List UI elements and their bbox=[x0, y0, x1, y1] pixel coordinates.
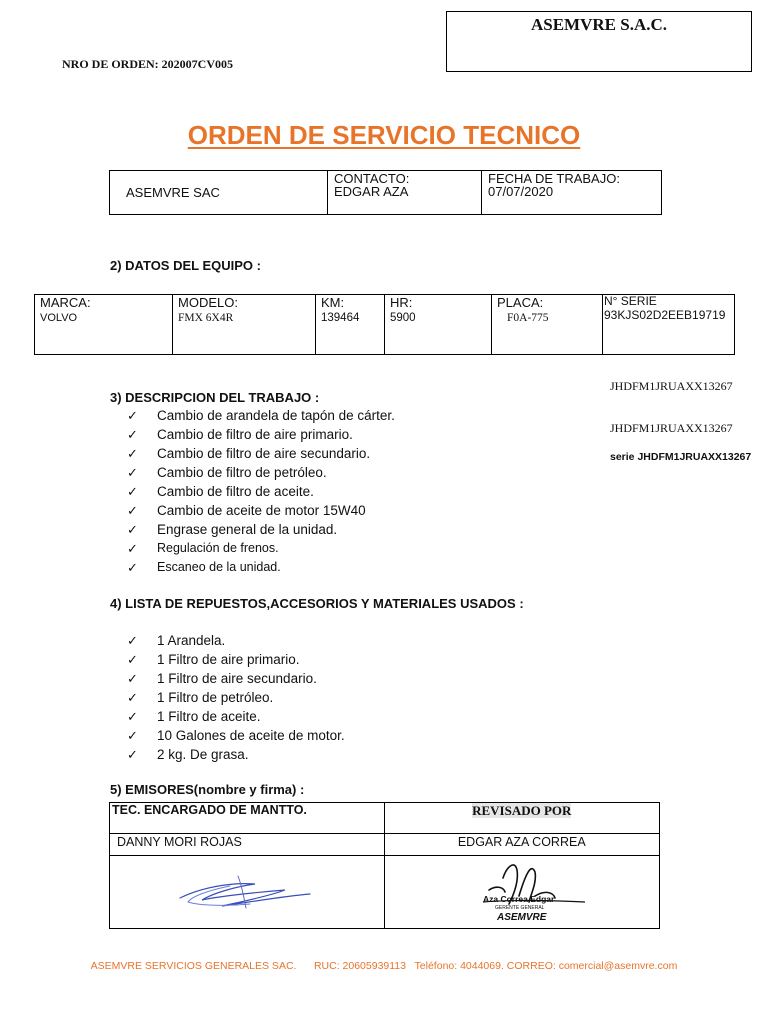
check-icon: ✓ bbox=[127, 728, 138, 743]
hours-value: 5900 bbox=[390, 312, 416, 324]
reviewer-signature-cell bbox=[385, 856, 660, 928]
equipment-heading: 2) DATOS DEL EQUIPO : bbox=[110, 258, 261, 273]
list-item-text: Cambio de filtro de aire secundario. bbox=[157, 446, 371, 461]
work-list bbox=[127, 406, 395, 577]
list-item bbox=[127, 745, 345, 764]
list-item-text: Escaneo de la unidad. bbox=[157, 560, 281, 574]
list-item-text: 10 Galones de aceite de motor. bbox=[157, 728, 345, 743]
list-item-text: Cambio de filtro de aceite. bbox=[157, 484, 314, 499]
list-item-text: 2 kg. De grasa. bbox=[157, 747, 249, 762]
list-item-text: Cambio de aceite de motor 15W40 bbox=[157, 503, 366, 518]
side-note-2: JHDFM1JRUAXX13267 bbox=[610, 421, 733, 435]
serial-cell bbox=[603, 295, 734, 354]
technician-signature-cell bbox=[110, 856, 385, 928]
plate-label: PLACA: bbox=[497, 295, 544, 310]
check-icon: ✓ bbox=[127, 690, 138, 705]
list-item-text: 1 Filtro de aire secundario. bbox=[157, 671, 317, 686]
check-icon: ✓ bbox=[127, 633, 138, 648]
check-icon: ✓ bbox=[127, 560, 138, 575]
list-item bbox=[127, 631, 345, 650]
list-item bbox=[127, 558, 395, 577]
work-date-cell bbox=[482, 171, 661, 214]
reviewer-header-cell bbox=[385, 803, 660, 833]
list-item bbox=[127, 482, 395, 501]
list-item-text: 1 Filtro de aire primario. bbox=[157, 652, 300, 667]
model-cell bbox=[173, 295, 316, 354]
equipment-table bbox=[34, 294, 735, 355]
emitters-header-row bbox=[110, 803, 659, 834]
list-item-text: Cambio de arandela de tapón de cárter. bbox=[157, 408, 395, 423]
stamp-role: GERENTE GENERAL bbox=[494, 905, 544, 911]
list-item-text: Engrase general de la unidad. bbox=[157, 522, 338, 537]
stamp-company: ASEMVRE bbox=[496, 912, 546, 923]
side-note-1: JHDFM1JRUAXX13267 bbox=[610, 379, 733, 393]
footer-contact: ASEMVRE SERVICIOS GENERALES SAC. RUC: 20605939113 Teléfono: 4044069. CORREO: comercial@asemvre.com bbox=[90, 960, 678, 972]
brand-label: MARCA: bbox=[40, 295, 91, 310]
company-header-box bbox=[446, 11, 752, 72]
side-note-3: serie JHDFM1JRUAXX13267 bbox=[610, 451, 752, 463]
list-item bbox=[127, 406, 395, 425]
plate-cell bbox=[492, 295, 603, 354]
work-date-label: FECHA DE TRABAJO: bbox=[488, 171, 620, 186]
hours-cell bbox=[385, 295, 492, 354]
check-icon: ✓ bbox=[127, 465, 138, 480]
company-name: ASEMVRE S.A.C. bbox=[530, 15, 668, 34]
model-value: FMX 6X4R bbox=[178, 312, 234, 324]
emitters-signature-row bbox=[110, 856, 659, 928]
check-icon: ✓ bbox=[127, 747, 138, 762]
check-icon: ✓ bbox=[127, 671, 138, 686]
emitters-heading: 5) EMISORES(nombre y firma) : bbox=[110, 782, 305, 797]
list-item-text: 1 Filtro de petróleo. bbox=[157, 690, 274, 705]
stamp-name: Aza Correa Edgar bbox=[482, 894, 554, 904]
reviewer-signature-stamp bbox=[385, 856, 660, 928]
list-item bbox=[127, 726, 345, 745]
list-item-text: Cambio de filtro de petróleo. bbox=[157, 465, 327, 480]
contact-value: EDGAR AZA bbox=[334, 184, 409, 199]
emitters-table bbox=[109, 802, 660, 929]
model-label: MODELO: bbox=[178, 295, 238, 310]
reviewer-name: EDGAR AZA CORREA bbox=[457, 835, 586, 849]
list-item bbox=[127, 669, 345, 688]
list-item bbox=[127, 707, 345, 726]
order-number: NRO DE ORDEN: 202007CV005 bbox=[62, 57, 233, 71]
hours-label: HR: bbox=[390, 295, 413, 310]
technician-header: TEC. ENCARGADO DE MANTTO. bbox=[110, 803, 385, 833]
check-icon: ✓ bbox=[127, 484, 138, 499]
list-item bbox=[127, 650, 345, 669]
list-item-text: 1 Filtro de aceite. bbox=[157, 709, 261, 724]
client-name: ASEMVRE SAC bbox=[126, 185, 220, 200]
check-icon: ✓ bbox=[127, 427, 138, 442]
brand-cell bbox=[35, 295, 173, 354]
list-item bbox=[127, 425, 395, 444]
list-item bbox=[127, 520, 395, 539]
list-item bbox=[127, 444, 395, 463]
reviewer-header: REVISADO POR bbox=[472, 803, 572, 818]
check-icon: ✓ bbox=[127, 522, 138, 537]
parts-heading: 4) LISTA DE REPUESTOS,ACCESORIOS Y MATERIALES USADOS : bbox=[110, 596, 524, 611]
list-item-text: Regulación de frenos. bbox=[157, 541, 279, 555]
list-item bbox=[127, 688, 345, 707]
list-item bbox=[127, 539, 395, 558]
technician-name: DANNY MORI ROJAS bbox=[110, 834, 385, 855]
work-heading: 3) DESCRIPCION DEL TRABAJO : bbox=[110, 390, 320, 405]
list-item-text: Cambio de filtro de aire primario. bbox=[157, 427, 353, 442]
check-icon: ✓ bbox=[127, 408, 138, 423]
check-icon: ✓ bbox=[127, 709, 138, 724]
km-cell bbox=[316, 295, 385, 354]
serial-label: N° SERIE bbox=[604, 294, 657, 308]
check-icon: ✓ bbox=[127, 503, 138, 518]
km-value: 139464 bbox=[321, 312, 360, 324]
check-icon: ✓ bbox=[127, 446, 138, 461]
check-icon: ✓ bbox=[127, 541, 138, 556]
technician-signature bbox=[110, 856, 385, 928]
check-icon: ✓ bbox=[127, 652, 138, 667]
plate-value: F0A-775 bbox=[507, 312, 549, 324]
list-item bbox=[127, 501, 395, 520]
emitters-name-row bbox=[110, 834, 659, 856]
list-item bbox=[127, 463, 395, 482]
contact-label: CONTACTO: bbox=[334, 171, 410, 186]
parts-list bbox=[127, 631, 345, 764]
document-title: ORDEN DE SERVICIO TECNICO bbox=[187, 120, 581, 150]
contact-cell bbox=[328, 171, 482, 214]
client-name-cell bbox=[110, 171, 328, 214]
list-item-text: 1 Arandela. bbox=[157, 633, 226, 648]
km-label: KM: bbox=[321, 295, 345, 310]
serial-value: 93KJS02D2EEB19719 bbox=[604, 308, 726, 322]
work-date-value: 07/07/2020 bbox=[488, 184, 554, 199]
brand-value: VOLVO bbox=[40, 312, 78, 324]
client-table bbox=[109, 170, 662, 215]
